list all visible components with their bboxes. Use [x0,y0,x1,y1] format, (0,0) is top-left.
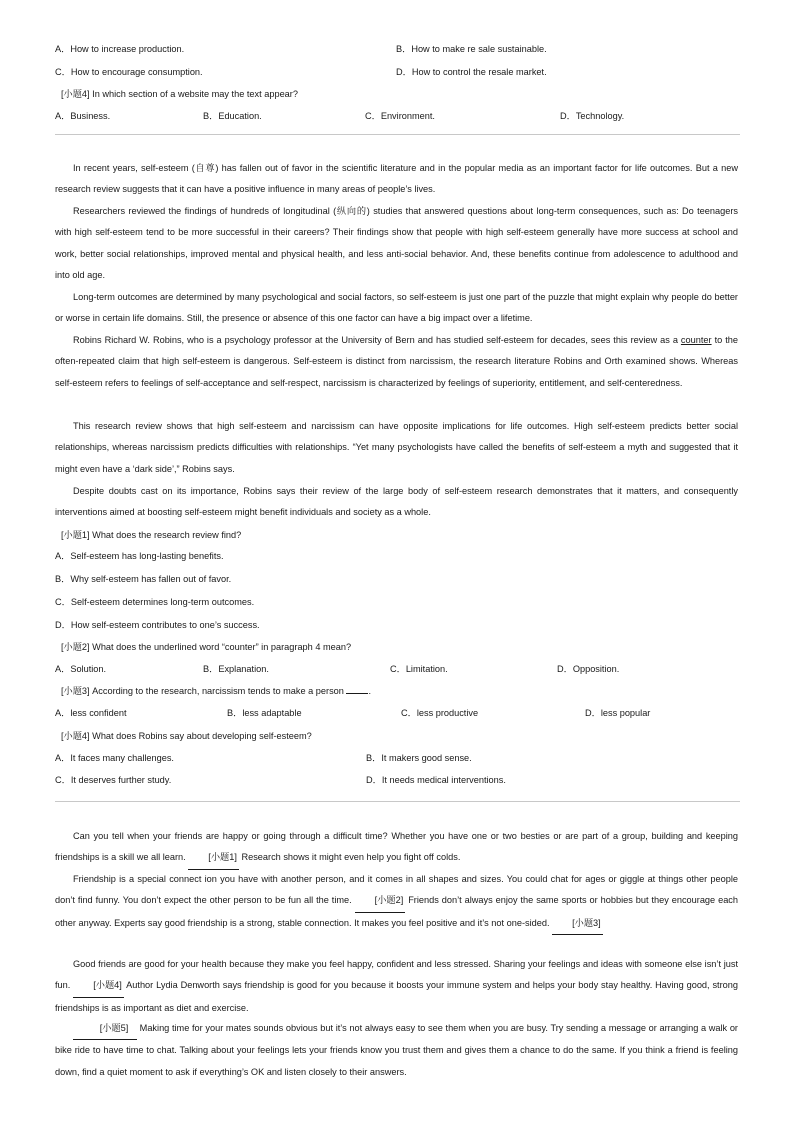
q3-option-a[interactable]: A．less confident [55,708,127,718]
passage-b-paragraph-5: This research review shows that high self-esteem and narcissism can have opposite implications for life outcomes. High self-esteem predicts better social relationships, whereas narcissism predicts difficulties with relationships. “Yet many psychologists have called the benefits of self-esteem a myth and suggested that it might even have a ‘dark side’,” Robins says. [55,421,738,474]
q1-option-d[interactable]: D．How self-esteem contributes to one’s success. [55,620,260,630]
top-option-d[interactable]: D．How to control the resale market. [396,67,547,77]
question-3: [小题3] According to the research, narcissism tends to make a person . [61,686,372,696]
c-p3-start: Good friends are good for your health because they make you feel happy, confident and less stressed. Sharing your feelings and ideas with someone else isn’t just fun. [55,959,738,991]
c-p2-start: Friendship is a special connect ion you have with another person, and it comes in all shapes and sizes. You could chat for ages or giggle at things other people don’t find funny. You don’t expect the other person to be fun all the time. [55,874,738,906]
q2-option-d[interactable]: D．Opposition. [557,664,620,674]
q2-option-b[interactable]: B．Explanation. [203,664,269,674]
passage-b-paragraph-3: Long-term outcomes are determined by many psychological and social factors, so self-esteem is just one part of the puzzle that might explain why people do better or worse in certain life domains. Still, the presence or absence of this one factor can have a big impact over a lifetime. [55,292,738,324]
question-3-blank[interactable] [346,693,368,694]
question-3-text: [小题3] According to the research, narcissism tends to make a person [61,686,344,696]
q3-option-b[interactable]: B．less adaptable [227,708,302,718]
q3-option-d[interactable]: D．less popular [585,708,651,718]
passage-b-paragraph-2: Researchers reviewed the findings of hundreds of longitudinal (纵向的) studies that answered questions about long-term consequences, such as: Do teenagers with high self-esteem tend to be more successful in their careers? Their findings show that people with high self-esteem generally have more success at school and work, better social relationships, improved mental and physical health, and less anti-social behavior. And, these benefits continue from adolescence to adulthood and into old age. [55,206,738,281]
underlined-word-counter: counter [680,335,712,345]
blank-5[interactable]: [小题5] [73,1018,137,1040]
top-q4-option-c[interactable]: C．Environment. [365,111,435,121]
q1-option-b[interactable]: B．Why self-esteem has fallen out of favor. [55,574,232,584]
q4-option-d[interactable]: D．It needs medical interventions. [366,775,506,785]
q2-option-a[interactable]: A．Solution. [55,664,107,674]
section-divider-2 [55,801,740,802]
passage-b-paragraph-6: Despite doubts cast on its importance, Robins says their review of the large body of self-esteem research demonstrates that it matters, and consequently interventions aimed at boosting self-esteem might benefit individuals and society as a whole. [55,486,738,518]
p4-text-end: to the often-repeated claim that high self-esteem is dangerous. Self-esteem is distinct from narcissism, the research literature Robins and Orth examined shows. Whereas self-esteem refers to feelings of self-acceptance and self-respect, narcissism is characterized by feelings of superiority, entitlement, and self-centeredness. [55,335,738,388]
passage-c-paragraph-4 [55,1018,738,1083]
top-q4-option-a[interactable]: A．Business. [55,111,111,121]
question-4: [小题4] What does Robins say about developing self-esteem? [61,731,312,741]
c-p1-end: Research shows it might even help you fight off colds. [241,852,461,863]
q2-option-c[interactable]: C．Limitation. [390,664,448,674]
passage-c-paragraph-3 [55,954,738,1019]
top-q4-option-b[interactable]: B．Education. [203,111,262,121]
q1-option-a[interactable]: A．Self-esteem has long-lasting benefits. [55,551,224,561]
top-option-b[interactable]: B．How to make re sale sustainable. [396,44,547,54]
top-q4-option-d[interactable]: D．Technology. [560,111,625,121]
q4-option-a[interactable]: A．It faces many challenges. [55,753,174,763]
p4-text-start: Robins Richard W. Robins, who is a psychology professor at the University of Bern and has studied self-esteem for decades, sees this review as a [73,335,681,345]
top-option-c[interactable]: C．How to encourage consumption. [55,67,203,77]
top-question-4: [小题4] In which section of a website may the text appear? [61,89,298,99]
passage-c-paragraph-1 [55,826,738,870]
passage-b-paragraph-1: In recent years, self-esteem (自尊) has fallen out of favor in the scientific literature and in the popular media as an important factor for life outcomes. But a new research review suggests that it can have a positive influence in many areas of people’s lives. [55,163,738,195]
blank-3[interactable]: [小题3] [552,913,603,935]
c-p2-mid: Friends don’t always enjoy the same sports or hobbies but they encourage each other anyway. Experts say good friendship is a strong, stable connection. It makes you feel positive and it’s not one-sided. [55,895,739,928]
blank-4[interactable]: [小题4] [73,975,124,997]
blank-1[interactable]: [小题1] [188,847,239,869]
top-option-a[interactable]: A．How to increase production. [55,44,185,54]
passage-b-paragraph-4 [55,330,738,394]
q4-option-b[interactable]: B．It makers good sense. [366,753,472,763]
question-2: [小题2] What does the underlined word “counter” in paragraph 4 mean? [61,642,352,652]
q4-option-c[interactable]: C．It deserves further study. [55,775,172,785]
q1-option-c[interactable]: C．Self-esteem determines long-term outcomes. [55,597,255,607]
c-p3-end: Author Lydia Denworth says friendship is good for you because it boosts your immune system and helps your body stay healthy. Having good, strong friendships is as important as diet and exercise. [55,980,738,1013]
blank-2[interactable]: [小题2] [355,890,406,912]
question-1: [小题1] What does the research review find? [61,530,242,540]
c-p4-end: Making time for your mates sounds obvious but it’s not always easy to see them when you are busy. Try sending a message or arranging a walk or bike ride to have time to chat. Talking about your feelings lets your friends know you trust them and gives them a chance to do the same. If you think a friend is feeling down, find a quiet moment to ask if everything’s OK and listen closely to their answers. [55,1023,738,1077]
c-p1-start: Can you tell when your friends are happy or going through a difficult time? Whether you have one or two besties or are part of a group, building and keeping friendships is a skill we all learn. [55,831,738,863]
passage-c-paragraph-2 [55,869,738,935]
q3-option-c[interactable]: C．less productive [401,708,479,718]
section-divider-1 [55,134,740,135]
